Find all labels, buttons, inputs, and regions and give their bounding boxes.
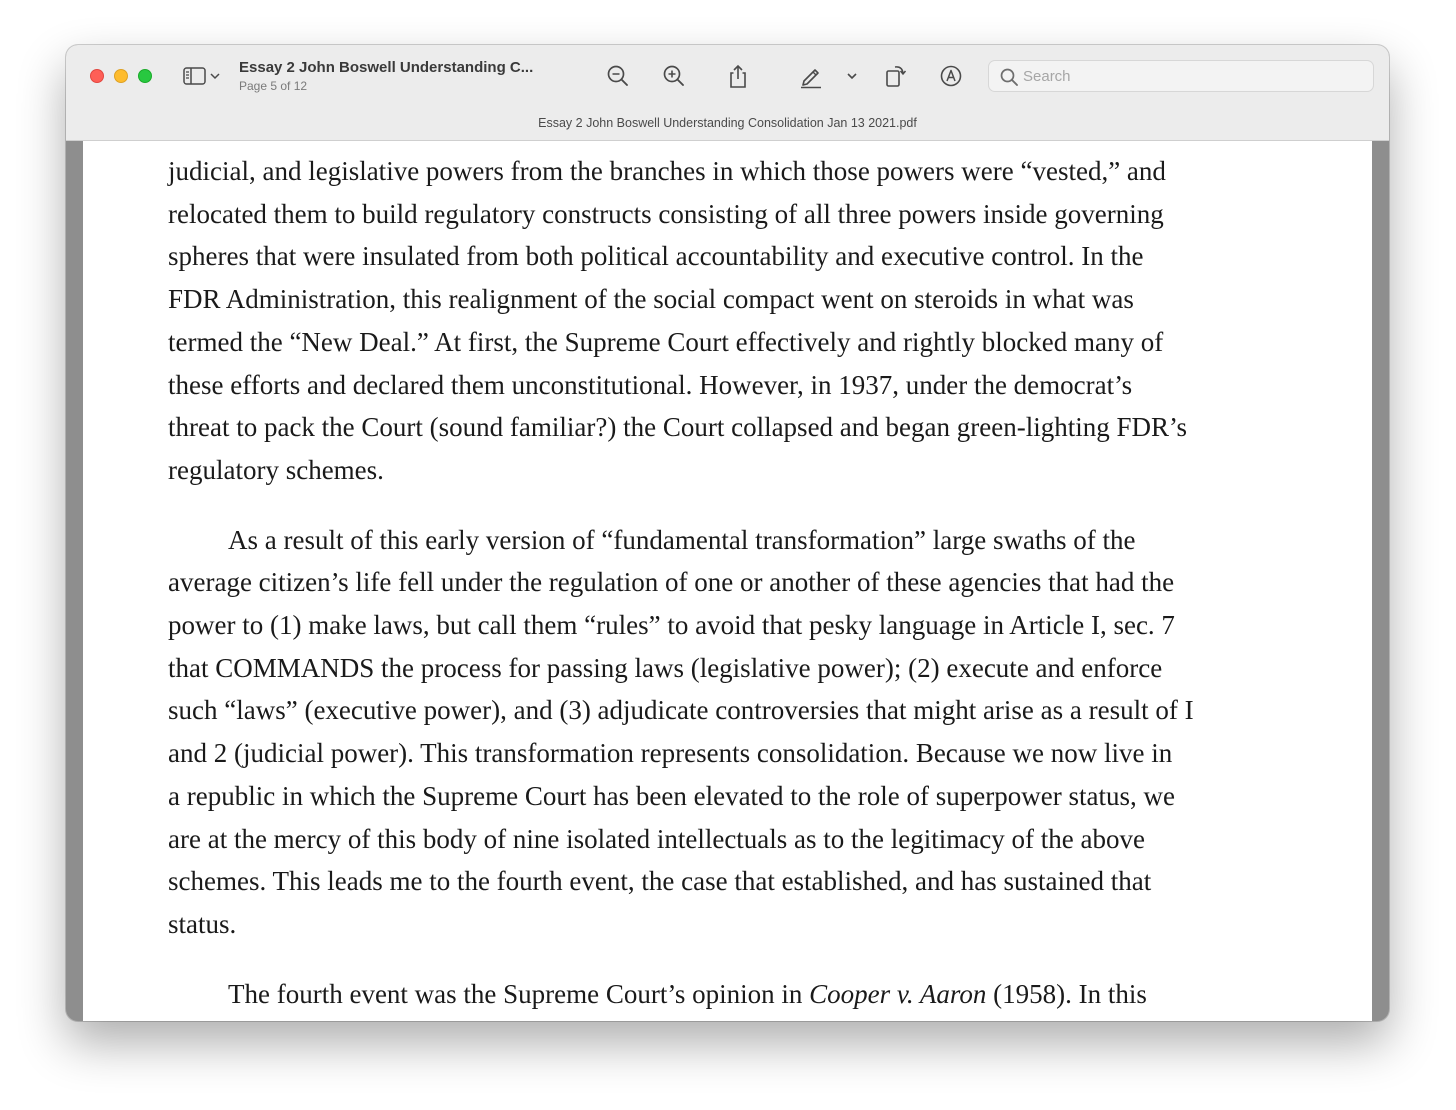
text-line: schemes. This leads me to the fourth event, the case that established, and has sustained that bbox=[168, 866, 1152, 897]
title-bar bbox=[66, 45, 1389, 141]
text-line: and 2 (judicial power). This transformation represents consolidation. Because we now live in bbox=[168, 738, 1173, 769]
text-line: As a result of this early version of “fundamental transformation” large swaths of the bbox=[228, 524, 1136, 555]
search-input[interactable] bbox=[1023, 65, 1363, 87]
text-line: these efforts and declared them unconstitutional. However, in 1937, under the democrat’s bbox=[168, 369, 1133, 400]
zoom-in-icon bbox=[661, 63, 687, 89]
rotate-icon bbox=[882, 63, 908, 89]
text-line: threat to pack the Court (sound familiar?) the Court collapsed and began green-lighting FDR’s bbox=[168, 412, 1187, 443]
zoom-button[interactable] bbox=[138, 69, 152, 83]
zoom-out-button[interactable] bbox=[605, 63, 631, 89]
share-icon bbox=[725, 63, 751, 89]
zoom-in-button[interactable] bbox=[661, 63, 687, 89]
sidebar-toggle-button[interactable] bbox=[182, 65, 226, 87]
text-line: status. bbox=[168, 908, 237, 939]
page-indicator: Page 5 of 12 bbox=[239, 79, 308, 93]
paragraph-1 bbox=[168, 150, 1298, 492]
text-line: are at the mercy of this body of nine isolated intellectuals as to the legitimacy of the above bbox=[168, 823, 1145, 854]
document-text bbox=[168, 150, 1298, 1021]
share-button[interactable] bbox=[725, 63, 751, 89]
text-line: such “laws” (executive power), and (3) adjudicate controversies that might arise as a result of I bbox=[168, 695, 1194, 726]
text-line: average citizen’s life fell under the regulation of one or another of these agencies that had the bbox=[168, 567, 1175, 598]
search-icon bbox=[999, 67, 1019, 87]
sidebar-icon bbox=[182, 65, 226, 87]
search-field[interactable] bbox=[988, 60, 1374, 92]
text-line: that COMMANDS the process for passing laws (legislative power); (2) execute and enforce bbox=[168, 652, 1163, 683]
text-run: The fourth event was the Supreme Court’s opinion in bbox=[228, 978, 810, 1009]
text-line: regulatory schemes. bbox=[168, 454, 384, 485]
document-title[interactable]: Essay 2 John Boswell Understanding C... bbox=[239, 59, 534, 76]
text-line bbox=[168, 973, 1298, 1016]
case-name: Cooper v. Aaron bbox=[809, 978, 987, 1009]
text-run: (1958). In this bbox=[986, 978, 1147, 1009]
preview-window bbox=[66, 45, 1389, 1021]
text-line: relocated them to build regulatory constructs consisting of all three powers inside governing bbox=[168, 198, 1164, 229]
text-line: a republic in which the Supreme Court has been elevated to the role of superpower status, we bbox=[168, 780, 1175, 811]
text-line: spheres that were insulated from both political accountability and executive control. In the bbox=[168, 241, 1144, 272]
markup-icon bbox=[938, 63, 964, 89]
paragraph-2 bbox=[168, 519, 1298, 946]
minimize-button[interactable] bbox=[114, 69, 128, 83]
highlight-options-button[interactable] bbox=[842, 63, 862, 89]
chevron-down-icon bbox=[842, 63, 862, 89]
file-name-label: Essay 2 John Boswell Understanding Consolidation Jan 13 2021.pdf bbox=[538, 116, 917, 130]
zoom-out-icon bbox=[605, 63, 631, 89]
highlight-button[interactable] bbox=[798, 63, 824, 89]
rotate-button[interactable] bbox=[882, 63, 908, 89]
chevron-down-icon bbox=[211, 74, 219, 78]
markup-button[interactable] bbox=[938, 63, 964, 89]
text-line: FDR Administration, this realignment of the social compact went on steroids in what was bbox=[168, 284, 1134, 315]
paragraph-3 bbox=[168, 973, 1298, 1016]
highlight-pen-icon bbox=[798, 63, 824, 89]
text-line: power to (1) make laws, but call them “rules” to avoid that pesky language in Article I, sec. 7 bbox=[168, 610, 1175, 641]
pdf-page[interactable] bbox=[83, 141, 1372, 1021]
close-button[interactable] bbox=[90, 69, 104, 83]
text-line: termed the “New Deal.” At first, the Supreme Court effectively and rightly blocked many of bbox=[168, 326, 1164, 357]
text-line: judicial, and legislative powers from the branches in which those powers were “vested,” and bbox=[168, 156, 1166, 186]
